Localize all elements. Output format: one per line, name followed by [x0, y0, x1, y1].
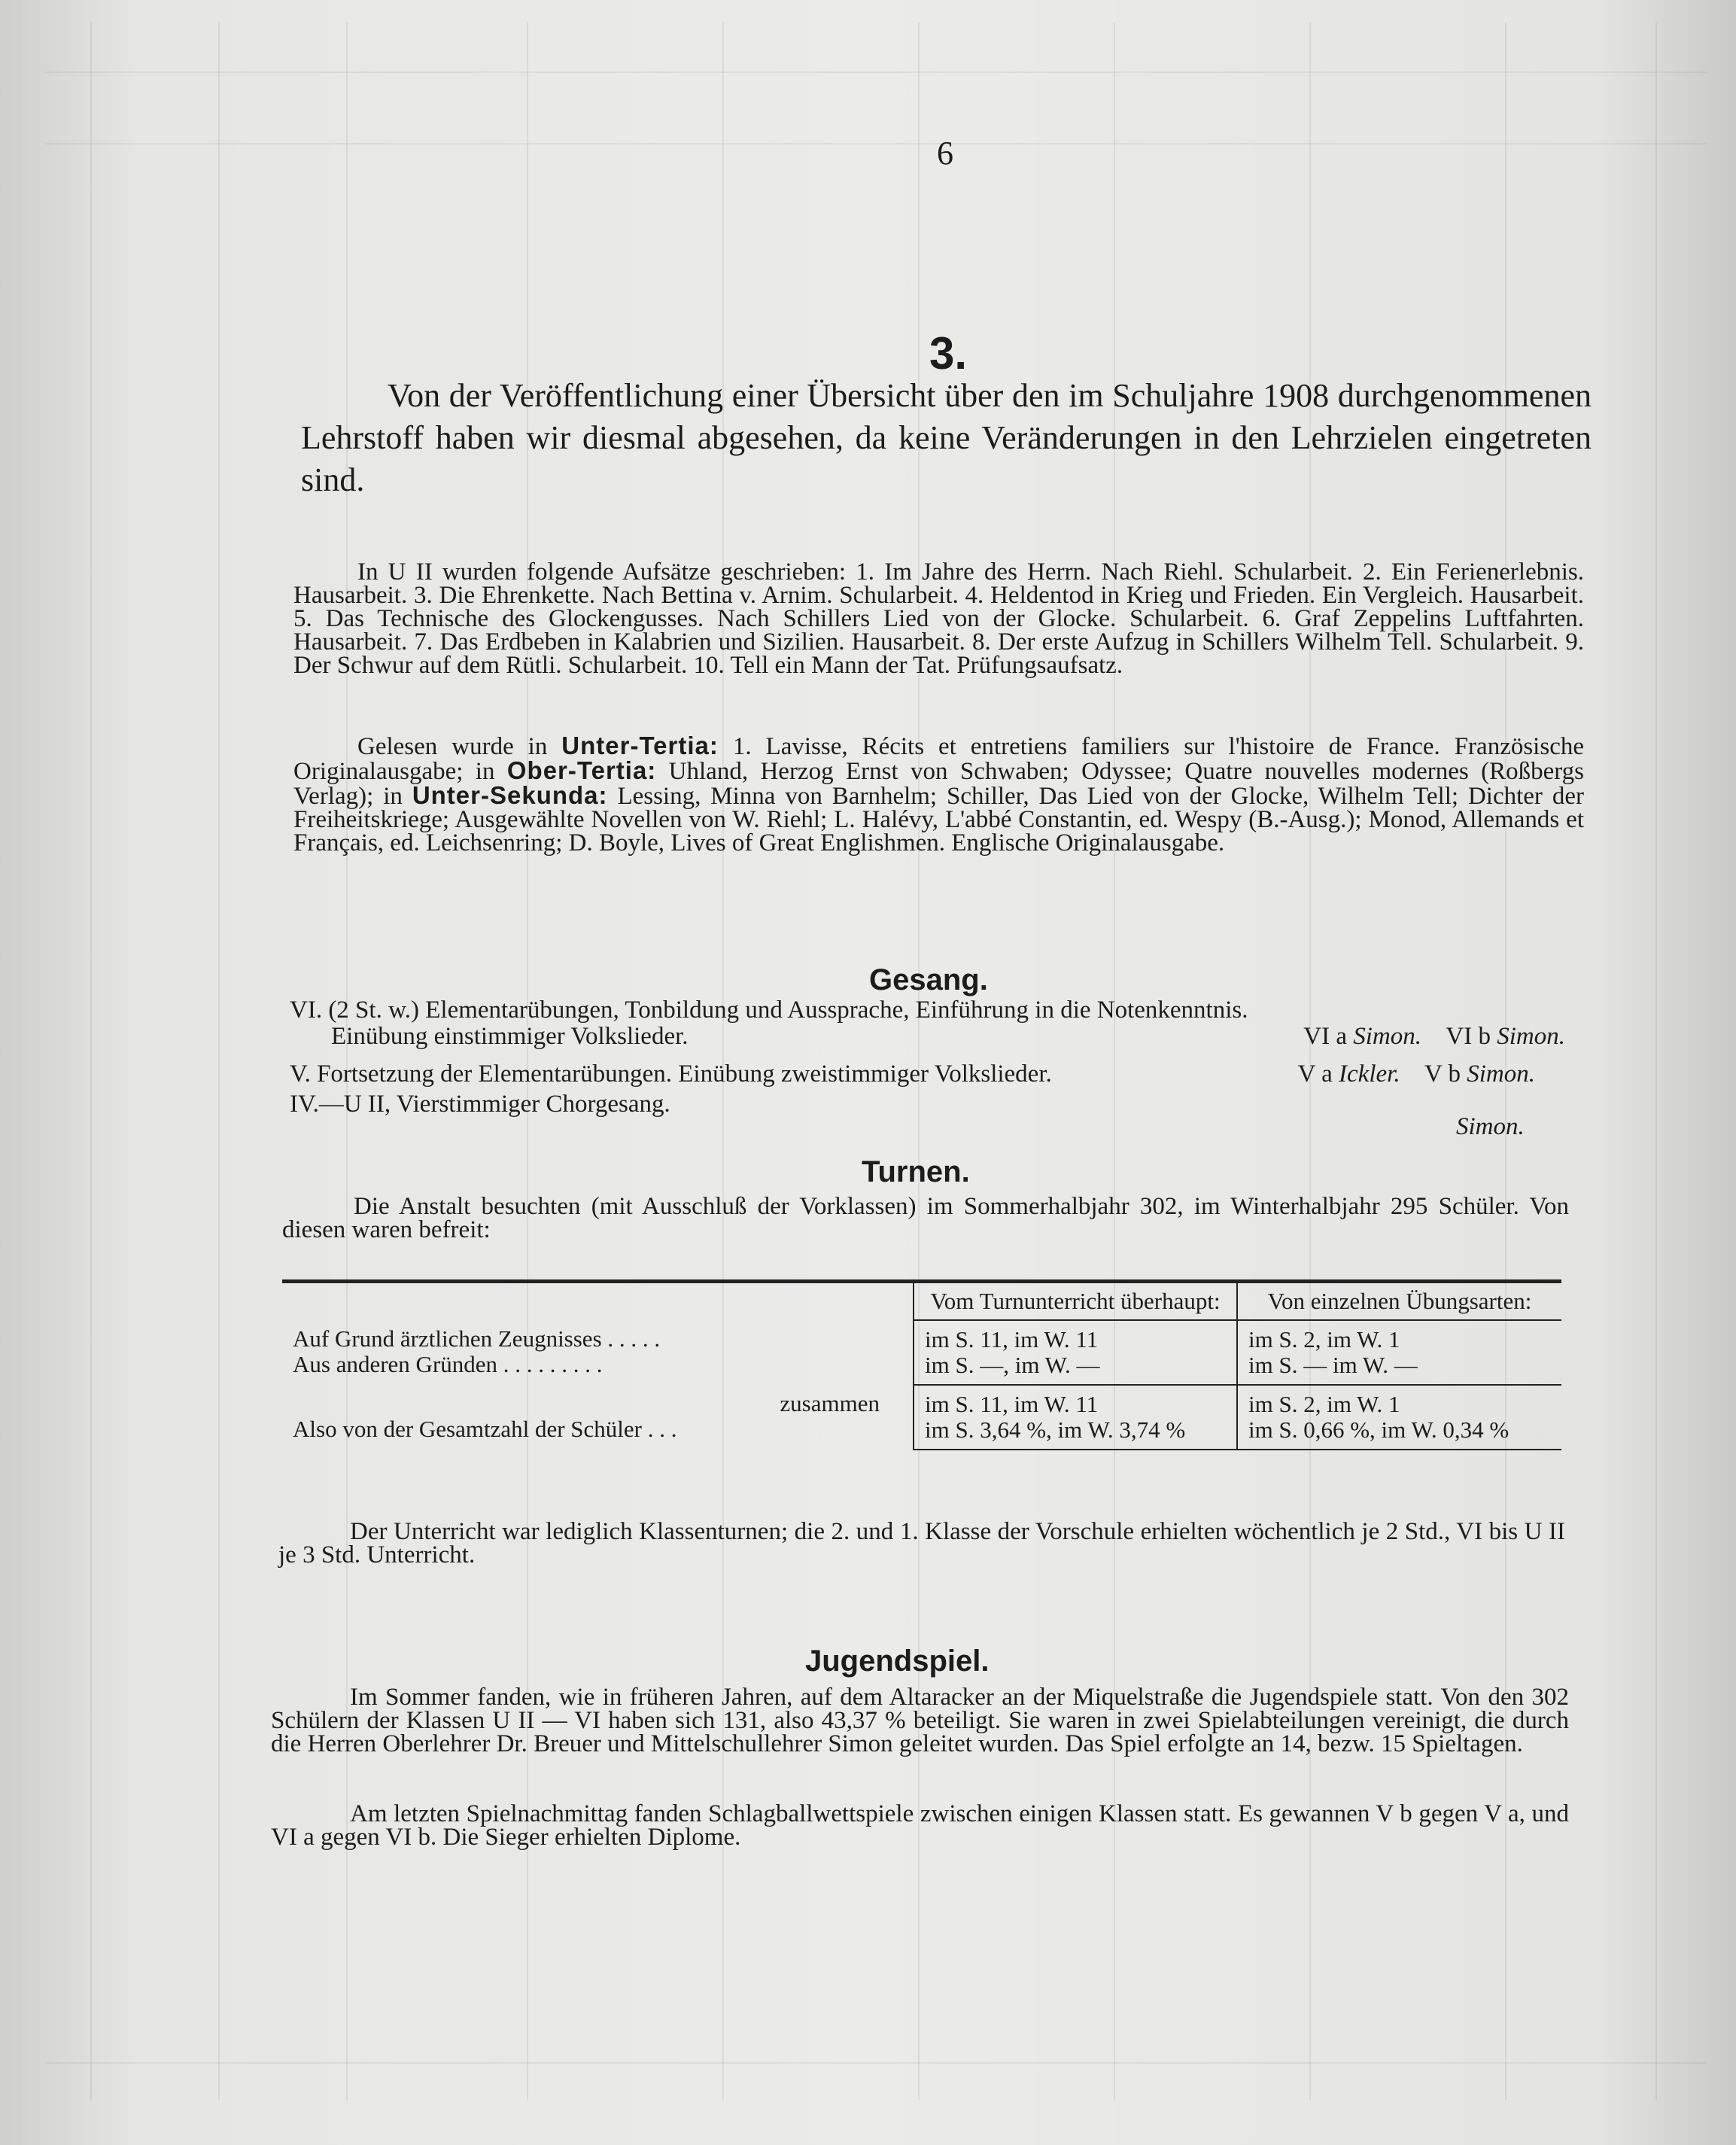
row-label: Auf Grund ärztlichen Zeugnisses . . . . . [293, 1325, 661, 1352]
jugendspiel-paragraph-2: Am letzten Spielnachmittag fanden Schlagballwettspiele zwischen einigen Klassen statt. Es gewannen V b gegen V a, und VI a gegen VI b. Die Sieger erhielten Diplome. [271, 1800, 1569, 1851]
header-uebungsarten: Von einzelnen Übungsarten: [1237, 1282, 1561, 1321]
jugendspiel-paragraph-1: Im Sommer fanden, wie in früheren Jahren, auf dem Altaracker an der Miquelstraße die Jugendspiele statt. Von den 302 Schülern der Klassen U II — VI haben sich 131, also 43,37 % beteiligt. Sie waren in zwei Spielabteilungen vereinigt, die durch die Herren Oberlehrer Dr. Breuer und Mittelschullehrer Simon geleitet wurden. Das Spiel erfolgte an 14, bezw. 15 Spieltagen. [271, 1684, 1569, 1757]
bleed-line [45, 72, 1706, 73]
cell-value: im S. 11, im W. 11 [925, 1391, 1099, 1417]
gesang-vi-line [290, 997, 1573, 1023]
class-unter-sekunda: Unter-Sekunda: [412, 781, 608, 809]
cell-value: im S. 3,64 %, im W. 3,74 % [925, 1416, 1186, 1443]
heading-gesang: Gesang. [869, 963, 988, 996]
cell-value: im S. — im W. — [1248, 1352, 1418, 1378]
teacher-name: Simon. [1456, 1113, 1525, 1140]
cell-uebungsarten-total [1237, 1385, 1561, 1450]
reading-text: Uhland, Herzog Ernst von Schwaben; Odyssee; Quatre nouvelles modernes (Roßbergs Verlag); in [293, 758, 1585, 810]
bleed-line [45, 2062, 1706, 2064]
teacher-name: Simon. [1353, 1023, 1422, 1050]
gesang-vi-text2: Einübung einstimmiger Volkslieder. [331, 1023, 689, 1050]
bleed-line [1655, 23, 1657, 2100]
cell-value: im S. 2, im W. 1 [1248, 1326, 1400, 1352]
cell-turnunterricht-total [914, 1385, 1237, 1450]
teacher-name: Simon. [1467, 1060, 1535, 1088]
cell-turnunterricht [914, 1320, 1237, 1385]
cell-uebungsarten [1237, 1320, 1561, 1385]
teacher-name: Ickler. [1339, 1060, 1400, 1088]
class-label: V b [1424, 1060, 1461, 1088]
gesang-v-text: V. Fortsetzung der Elementarübungen. Einübung zweistimmiger Volkslieder. [290, 1060, 1052, 1088]
essays-paragraph: In U II wurden folgende Aufsätze geschrieben: 1. Im Jahre des Herrn. Nach Riehl. Schularbeit. 2. Ein Ferienerlebnis. Hausarbeit. 3. Die Ehrenkette. Nach Bettina v. Arnim. Schularbeit. 4. Heldentod in Krieg und Frieden. Ein Vergleich. Hausarbeit. 5. Das Technische des Glockengusses. Nach Schillers Lied von der Glocke. Schularbeit. 6. Graf Zeppelins Luftfahrten. Hausarbeit. 7. Das Erdbeben in Kalabrien und Sizilien. Hausarbeit. 8. Der erste Aufzug in Schillers Wilhelm Tell. Schularbeit. 9. Der Schwur auf dem Rütli. Schularbeit. 10. Tell ein Mann der Tat. Prüfungsaufsatz. [293, 558, 1584, 679]
gesang-v-teachers [1298, 1061, 1535, 1087]
gesang-v-line [290, 1061, 1535, 1087]
intro-paragraph: Von der Veröffentlichung einer Übersicht über den im Schuljahre 1908 durchgenommenen Lehrstoff haben wir diesmal abgesehen, da keine Veränderungen in den Lehrzielen eingetreten sind. [301, 377, 1592, 498]
bleed-line [90, 23, 92, 2100]
gesang-vi-line2 [331, 1024, 1565, 1049]
reading-text: Lessing, Minna von Barnhelm; Schiller, Das Lied von der Glocke, Wilhelm Tell; Dichter der Freiheitskriege; Ausgewählte Novellen von W. Riehl; L. Halévy, L'abbé Constantin, ed. Wespy (B.-Ausg.); Monod, Allemands et Français, ed. Leichsenring; D. Boyle, Lives of Great Englishmen. Englische Originalausgabe. [293, 783, 1584, 856]
table-header-row [282, 1282, 1561, 1321]
reading-text: 1. Lavisse, Récits et entretiens familiers sur l'histoire de France. Französische Originalausgabe; in [293, 733, 1584, 785]
row-label: Also von der Gesamtzahl der Schüler . . . [293, 1416, 677, 1442]
turnen-outro: Der Unterricht war lediglich Klassenturnen; die 2. und 1. Klasse der Vorschule erhielten wöchentlich je 2 Std., VI bis U II je 3 Std. Unterricht. [278, 1518, 1565, 1568]
total-label [282, 1385, 914, 1450]
row-label: Aus anderen Gründen . . . . . . . . . [293, 1351, 603, 1377]
cell-value: im S. 0,66 %, im W. 0,34 % [1248, 1416, 1509, 1443]
reading-list-paragraph [293, 734, 1584, 855]
gesang-vi-teachers [1303, 1024, 1565, 1049]
cell-value: im S. 2, im W. 1 [1248, 1391, 1400, 1417]
table-row-total [282, 1385, 1561, 1450]
table-row [282, 1320, 1561, 1385]
row-labels [282, 1320, 914, 1385]
class-label: V a [1297, 1060, 1333, 1088]
heading-turnen: Turnen. [862, 1155, 970, 1188]
page-number: 6 [937, 135, 953, 172]
turnen-intro: Die Anstalt besuchten (mit Ausschluß der Vorklassen) im Sommerhalbjahr 302, im Winterhalbjahr 295 Schüler. Von diesen waren befreit: [282, 1193, 1569, 1243]
bleed-line [45, 143, 1706, 145]
gesang-vi-text: VI. (2 St. w.) Elementarübungen, Tonbildung und Aussprache, Einführung in die Notenkenntnis. [290, 996, 1248, 1024]
cell-value: im S. —, im W. — [925, 1352, 1100, 1378]
header-turnunterricht: Vom Turnunterricht überhaupt: [914, 1282, 1237, 1321]
table-corner [282, 1282, 914, 1321]
class-label: VI b [1446, 1023, 1491, 1050]
teacher-name: Simon. [1497, 1023, 1565, 1050]
heading-jugendspiel: Jugendspiel. [805, 1644, 990, 1678]
exemption-table [282, 1279, 1561, 1450]
cell-value: im S. 11, im W. 11 [925, 1326, 1099, 1352]
bleed-line [218, 23, 220, 2100]
class-unter-tertia: Unter-Tertia: [561, 732, 719, 759]
reading-text: Gelesen wurde in [357, 733, 562, 760]
section-number: 3. [929, 328, 968, 379]
class-label: VI a [1303, 1023, 1348, 1050]
zusammen-label: zusammen [780, 1390, 880, 1416]
class-ober-tertia: Ober-Tertia: [506, 756, 657, 784]
gesang-iv-line: IV.—U II, Vierstimmiger Chorgesang. [290, 1091, 670, 1118]
